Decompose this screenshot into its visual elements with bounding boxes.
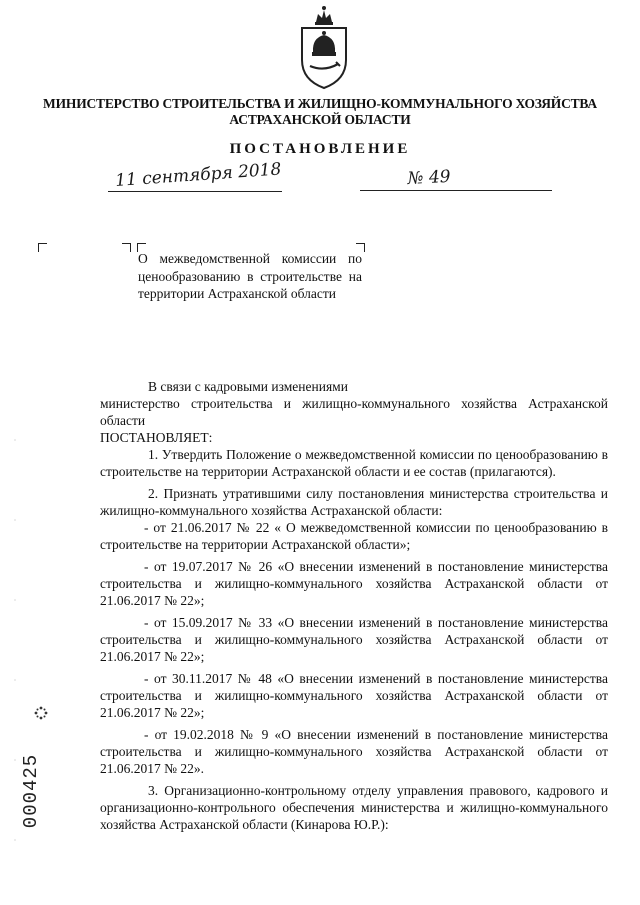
number-line — [360, 190, 552, 191]
date-line — [108, 191, 282, 192]
ministry-title — [40, 96, 600, 128]
resolves-heading: ПОСТАНОВЛЯЕТ: — [100, 430, 213, 445]
registration-stamp-number — [20, 748, 60, 838]
list-item-2d: - от 30.11.2017 № 48 «О внесении изменений в постановление министерства строительства и жилищно-коммунального хозяйства Астраханской области от 21.06.2017 № 22»; — [100, 671, 608, 720]
paragraph-item-1: 1. Утвердить Положение о межведомственной комиссии по ценообразованию в строительстве на территории Астраханской области и ее состав (прилагаются). — [100, 447, 608, 479]
paragraph-item-2: 2. Признать утратившими силу постановления министерства строительства и жилищно-коммунального хозяйства Астраханской области: — [100, 486, 608, 518]
handwritten-number: № 49 — [406, 166, 452, 189]
handwritten-date: 11 сентября 2018 — [114, 159, 282, 191]
list-item-2c: - от 15.09.2017 № 33 «О внесении изменений в постановление министерства строительства и жилищно-коммунального хозяйства Астраханской области от 21.06.2017 № 22»; — [100, 615, 608, 664]
ministry-title-line1: МИНИСТЕРСТВО СТРОИТЕЛЬСТВА И ЖИЛИЩНО-КОММУНАЛЬНОГО ХОЗЯЙСТВА — [43, 96, 597, 111]
list-item-2b: - от 19.07.2017 № 26 «О внесении изменений в постановление министерства строительства и жилищно-коммунального хозяйства Астраханской области от 21.06.2017 № 22»; — [100, 559, 608, 608]
paragraph-item-3: 3. Организационно-контрольному отделу управления правового, кадрового и организационно-контрольного обеспечения министерства и жилищно-коммунального хозяйства Астраханской области (Кинарова Ю.Р.): — [100, 783, 608, 832]
corner-mark-subject-left-a — [122, 243, 131, 252]
asterisk-mark-icon — [34, 706, 48, 720]
document-body — [100, 378, 608, 833]
list-item-2a: - от 21.06.2017 № 22 « О межведомственной комиссии по ценообразованию в строительстве на территории Астраханской области»; — [100, 520, 608, 552]
scan-edge-dots — [14, 430, 16, 890]
document-subject: О межведомственной комиссии по ценообразованию в строительстве на территории Астраханской области — [138, 251, 362, 301]
intro-ministry: министерство строительства и жилищно-коммунального хозяйства Астраханской области — [100, 396, 608, 428]
stamp-number-text: 000425 — [20, 753, 43, 829]
document-type: ПОСТАНОВЛЕНИЕ — [229, 141, 411, 157]
list-item-2e: - от 19.02.2018 № 9 «О внесении изменений в постановление министерства строительства и жилищно-коммунального хозяйства Астраханской области от 21.06.2017 № 22». — [100, 727, 608, 776]
corner-mark-left — [38, 243, 47, 252]
ministry-title-line2: АСТРАХАНСКОЙ ОБЛАСТИ — [229, 112, 411, 127]
intro-line: В связи с кадровыми изменениями — [148, 379, 348, 394]
coat-of-arms-icon — [296, 4, 352, 90]
